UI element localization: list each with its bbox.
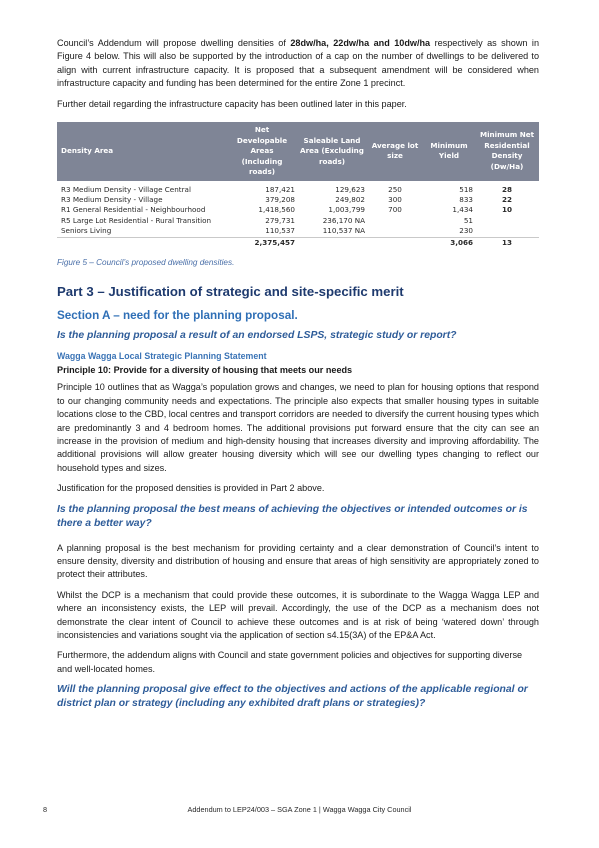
cell-saleable: 129,623 (335, 184, 365, 194)
cell-min-density (475, 216, 539, 226)
table-total-row (57, 237, 539, 248)
header-density-area: Density Area (57, 122, 227, 181)
header-average-lot: Average lot size (367, 122, 423, 181)
cell-min-yield: 51 (463, 215, 473, 225)
intro-paragraph (57, 37, 539, 91)
header-minimum-density: Minimum Net Residential Density (Dw/Ha) (475, 122, 539, 181)
cell-min-density: 10 (501, 205, 512, 215)
cell-saleable: 249,802 (335, 194, 365, 204)
question-regional-plan: Will the planning proposal give effect to the objectives and actions of the applicable regional or district plan or strategy (including any exhibited draft plans or strategies)? (57, 684, 528, 710)
cell-net-dev: 279,731 (265, 215, 295, 225)
footer-text: Addendum to LEP24/003 – SGA Zone 1 | Wagga Wagga City Council (187, 805, 412, 814)
cell-total-net-dev: 2,375,457 (227, 237, 297, 248)
table-header-row (57, 122, 539, 181)
cell-area: R3 Medium Density - Village (61, 194, 163, 204)
principle-10-heading: Principle 10: Provide for a diversity of housing that meets our needs (57, 365, 353, 376)
section-a-heading: Section A – need for the planning proposal. (57, 309, 298, 323)
table-row (57, 195, 539, 205)
question-lsps: Is the planning proposal a result of an endorsed LSPS, strategic study or report? (57, 330, 457, 342)
cell-net-dev: 110,537 (265, 226, 295, 236)
cell-min-yield: 518 (459, 184, 473, 194)
cell-area: R1 General Residential - Neighbourhood (61, 205, 206, 215)
cell-min-yield: 230 (459, 226, 473, 236)
cell-min-density: 28 (501, 184, 512, 194)
infrastructure-note: Further detail regarding the infrastructure capacity has been outlined later in this paper. (57, 98, 407, 109)
principle-10-paragraph: Principle 10 outlines that as Wagga’s population grows and changes, we need to plan for housing options that respond to our changing community needs and expectations. The principle also expects that smaller housing types in suitable locations close to the CBD, local centres and transport corridors are needed to diversify the current housing types which are predominantly 3 and 4 bedroom homes. The additional provisions put forward ensure that the city can see an increase in the provision of medium and high-density housing that increases diversity and improving affordability. The additional provisions will allow greater housing diversity which will see our dwelling types changing to reflect our household types and sizes. (57, 382, 539, 473)
cell-net-dev: 1,418,560 (258, 205, 295, 215)
cell-min-density (475, 226, 539, 237)
intro-text-b: respectively as shown in Figure 4 below. This will also be supported by the introduction of a cap on the number of dwellings to be delivered to align with current infrastructure capacity. It is proposed that a subsequent amendment will be considered when infrastructure capacity and funding has been determined for the entire Zone 1 precinct. (57, 38, 539, 89)
table-row (57, 205, 539, 215)
density-table (57, 122, 539, 248)
cell-area: Seniors Living (61, 226, 112, 236)
part3-heading: Part 3 – Justification of strategic and site-specific merit (57, 284, 404, 300)
header-minimum-yield: Minimum Yield (423, 122, 475, 181)
table-row (57, 216, 539, 226)
cell-min-yield: 833 (459, 194, 473, 204)
question-best-means: Is the planning proposal the best means of achieving the objectives or intended outcomes or is there a better way? (57, 503, 528, 529)
table-row (57, 181, 539, 195)
cell-avg-lot (367, 226, 423, 237)
cell-saleable: 1,003,799 (328, 205, 365, 215)
cell-area (57, 237, 227, 248)
intro-text-a: Council’s Addendum will propose dwelling densities of (57, 38, 291, 48)
cell-saleable: 110,537 NA (322, 226, 365, 236)
cell-avg-lot: 300 (388, 194, 402, 204)
figure-caption: Figure 5 – Council’s proposed dwelling densities. (57, 257, 235, 267)
cell-area: R3 Medium Density - Village Central (61, 184, 191, 194)
cell-total-min-density: 13 (475, 237, 539, 248)
best-means-paragraph-2: Whilst the DCP is a mechanism that could provide these outcomes, it is subordinate to the Wagga Wagga LEP and where an inconsistency exists, the LEP will prevail. Accordingly, the use of the DCP as a mechanism does not demonstrate the clear intent of Council to achieve these outcomes and is at risk of being ‘watered down’ through inconsistencies and variations sought via the application of section s4.15(3A) of the EP&A Act. (57, 589, 539, 641)
cell-total-min-yield: 3,066 (423, 237, 475, 248)
header-saleable-land: Saleable Land Area (Excluding roads) (297, 122, 367, 181)
cell-min-yield: 1,434 (452, 205, 473, 215)
best-means-paragraph-3: Furthermore, the addendum aligns with Council and state government policies and objectives for supporting diverse and well-located homes. (57, 650, 523, 674)
cell-avg-lot: 700 (388, 205, 402, 215)
table-row (57, 226, 539, 237)
header-net-developable: Net Developable Areas (Including roads) (227, 122, 297, 181)
lsps-subheading: Wagga Wagga Local Strategic Planning Statement (57, 351, 267, 362)
page-number: 8 (43, 805, 48, 814)
cell-avg-lot: 250 (388, 184, 402, 194)
cell-min-density: 22 (501, 194, 512, 204)
cell-area: R5 Large Lot Residential - Rural Transition (61, 215, 212, 225)
cell-saleable: 236,170 NA (322, 215, 365, 225)
cell-saleable (297, 237, 367, 248)
cell-avg-lot (367, 237, 423, 248)
justification-paragraph: Justification for the proposed densities is provided in Part 2 above. (57, 483, 325, 494)
intro-densities-bold: 28dw/ha, 22dw/ha and 10dw/ha (290, 38, 431, 48)
cell-net-dev: 379,208 (265, 194, 295, 204)
best-means-paragraph-1: A planning proposal is the best mechanism for providing certainty and a clear demonstration of Council’s intent to ensure density, diversity and distribution of housing and ensure that areas of high sensitivity are appropriately zoned to protect their attributes. (57, 542, 539, 580)
cell-avg-lot (367, 216, 423, 226)
cell-net-dev: 187,421 (265, 184, 295, 194)
